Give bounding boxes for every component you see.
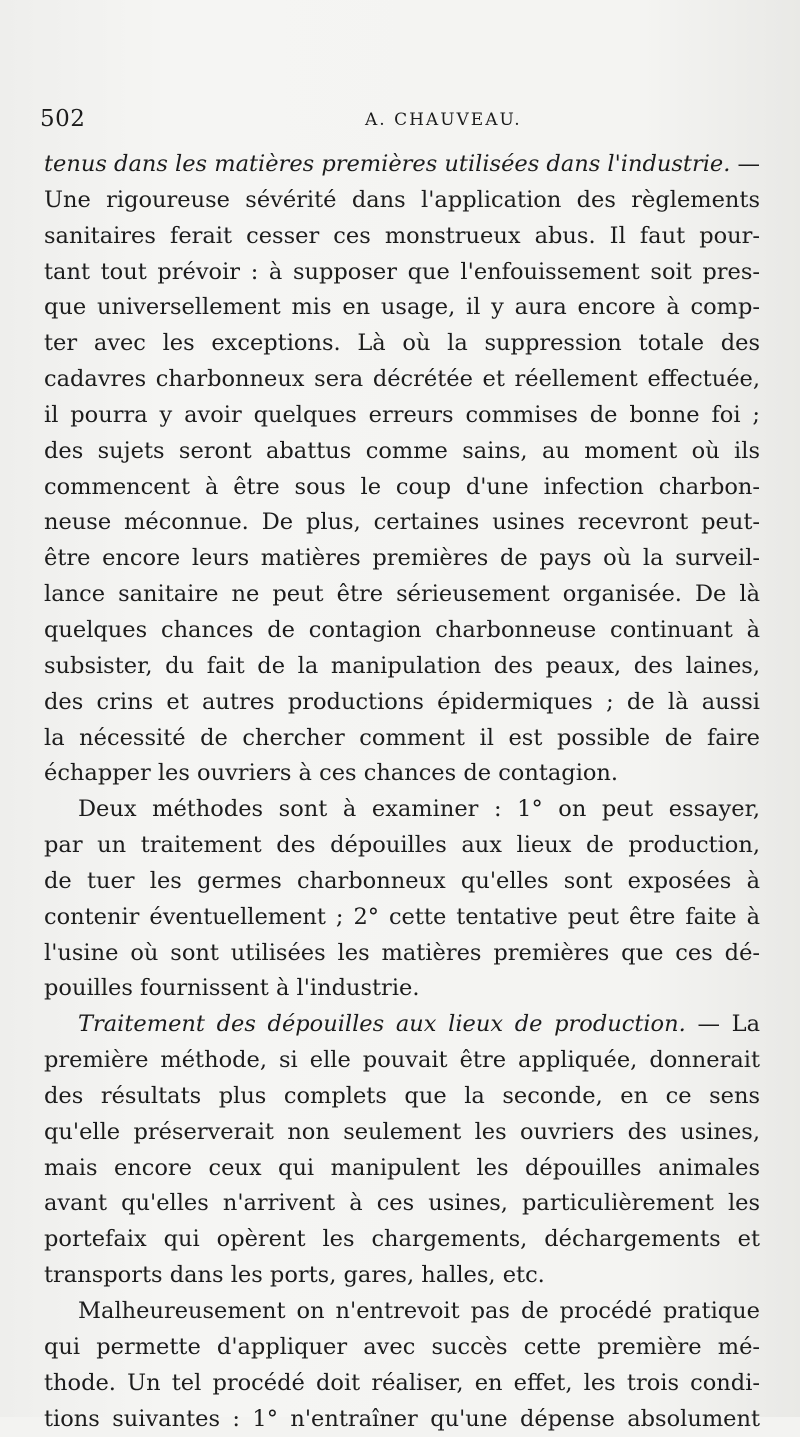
text-line: être encore leurs matières premières de pays où la surveil- bbox=[44, 545, 760, 572]
page-number: 502 bbox=[40, 106, 86, 132]
text-line: sanitaires ferait cesser ces monstrueux abus. Il faut pour- bbox=[44, 222, 760, 249]
text-fragment: — La bbox=[685, 1011, 760, 1038]
text-line: qui permette d'appliquer avec succès cette première mé- bbox=[44, 1333, 760, 1360]
text-line: par un traitement des dépouilles aux lieux de production, bbox=[44, 832, 760, 859]
running-head: A. CHAUVEAU. bbox=[365, 110, 522, 130]
text-line: portefaix qui opèrent les chargements, déchargements et bbox=[44, 1226, 760, 1253]
text-line: de tuer les germes charbonneux qu'elles sont exposées à bbox=[44, 867, 760, 894]
text-line: thode. Un tel procédé doit réaliser, en effet, les trois condi- bbox=[44, 1369, 760, 1396]
italic-phrase: Traitement des dépouilles aux lieux de production. bbox=[78, 1011, 686, 1038]
text-line: ter avec les exceptions. Là où la suppression totale des bbox=[44, 330, 760, 357]
text-line bbox=[44, 147, 760, 183]
text-line: mais encore ceux qui manipulent les dépouilles animales bbox=[44, 1154, 760, 1181]
text-line: subsister, du fait de la manipulation des peaux, des laines, bbox=[44, 652, 760, 679]
text-line: avant qu'elles n'arrivent à ces usines, particulièrement les bbox=[44, 1190, 760, 1217]
text-line: commencent à être sous le coup d'une infection charbon- bbox=[44, 473, 760, 500]
text-line: il pourra y avoir quelques erreurs commises de bonne foi ; bbox=[44, 401, 760, 428]
text-line: la nécessité de chercher comment il est possible de faire bbox=[44, 724, 760, 751]
italic-phrase: tenus dans les matières premières utilisées dans l'industrie. bbox=[44, 151, 731, 177]
page-header bbox=[40, 106, 760, 140]
text-line: lance sanitaire ne peut être sérieusement organisée. De là bbox=[44, 581, 760, 608]
text-line: contenir éventuellement ; 2° cette tentative peut être faite à bbox=[44, 903, 760, 930]
text-line bbox=[44, 1007, 760, 1043]
text-line: tant tout prévoir : à supposer que l'enfouissement soit pres- bbox=[44, 258, 760, 285]
text-line: tions suivantes : 1° n'entraîner qu'une dépense absolument bbox=[44, 1405, 760, 1432]
text-line: des crins et autres productions épidermiques ; de là aussi bbox=[44, 688, 760, 715]
text-line: neuse méconnue. De plus, certaines usines recevront peut- bbox=[44, 509, 760, 536]
text-line: des résultats plus complets que la seconde, en ce sens bbox=[44, 1082, 760, 1109]
text-line: des sujets seront abattus comme sains, au moment où ils bbox=[44, 437, 760, 464]
text-line: Une rigoureuse sévérité dans l'application des règlements bbox=[44, 186, 760, 213]
text-line: transports dans les ports, gares, halles, etc. bbox=[44, 1262, 545, 1289]
text-line: Malheureusement on n'entrevoit pas de procédé pratique bbox=[78, 1298, 760, 1324]
text-line: Deux méthodes sont à examiner : 1° on peut essayer, bbox=[78, 796, 760, 823]
text-line: cadavres charbonneux sera décrétée et réellement effectuée, bbox=[44, 366, 760, 393]
text-line: que universellement mis en usage, il y aura encore à comp- bbox=[44, 294, 760, 321]
body-text bbox=[44, 147, 760, 1437]
text-fragment: — bbox=[730, 151, 761, 177]
text-line: l'usine où sont utilisées les matières premières que ces dé- bbox=[44, 939, 760, 966]
text-line: pouilles fournissent à l'industrie. bbox=[44, 975, 420, 1002]
text-line: qu'elle préserverait non seulement les ouvriers des usines, bbox=[44, 1118, 760, 1145]
text-line: première méthode, si elle pouvait être appliquée, donnerait bbox=[44, 1047, 760, 1074]
text-line: quelques chances de contagion charbonneuse continuant à bbox=[44, 616, 760, 643]
text-line: échapper les ouvriers à ces chances de contagion. bbox=[44, 760, 619, 787]
